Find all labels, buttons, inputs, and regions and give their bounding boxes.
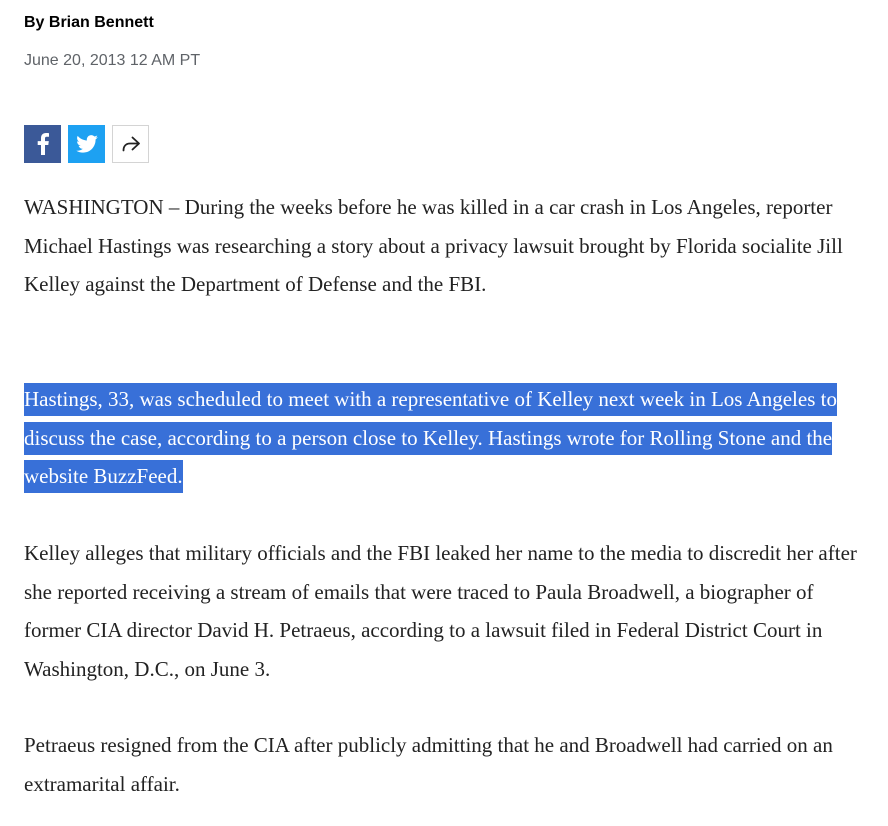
publish-date: June 20, 2013 12 AM PT: [24, 52, 201, 69]
facebook-share-button[interactable]: [24, 125, 61, 163]
article-paragraph: WASHINGTON – During the weeks before he was killed in a car crash in Los Angeles, reporter Michael Hastings was researching a story about a privacy lawsuit brought by Florida socialite Jill Kelley against the Department of Defense and the FBI.: [24, 195, 843, 296]
article-paragraph-selected[interactable]: [24, 380, 869, 496]
selection-highlight[interactable]: Hastings, 33, was scheduled to meet with a representative of Kelley next week in Los Angeles to discuss the case, according to a person close to Kelley. Hastings wrote for Rolling Stone and the website BuzzFeed.: [24, 383, 837, 493]
article-paragraph: Kelley alleges that military officials and the FBI leaked her name to the media to discredit her after she reported receiving a stream of emails that were traced to Paula Broadwell, a biographer of former CIA director David H. Petraeus, according to a lawsuit filed in Federal District Court in Washington, D.C., on June 3.: [24, 541, 857, 681]
article-paragraph: Petraeus resigned from the CIA after publicly admitting that he and Broadwell had carried on an extramarital affair.: [24, 733, 833, 796]
twitter-bird-icon: [76, 135, 98, 153]
facebook-f-icon: [37, 133, 49, 155]
share-bar: [24, 125, 149, 163]
share-arrow-icon: [121, 136, 141, 152]
byline[interactable]: By Brian Bennett: [24, 14, 154, 31]
twitter-share-button[interactable]: [68, 125, 105, 163]
more-share-button[interactable]: [112, 125, 149, 163]
